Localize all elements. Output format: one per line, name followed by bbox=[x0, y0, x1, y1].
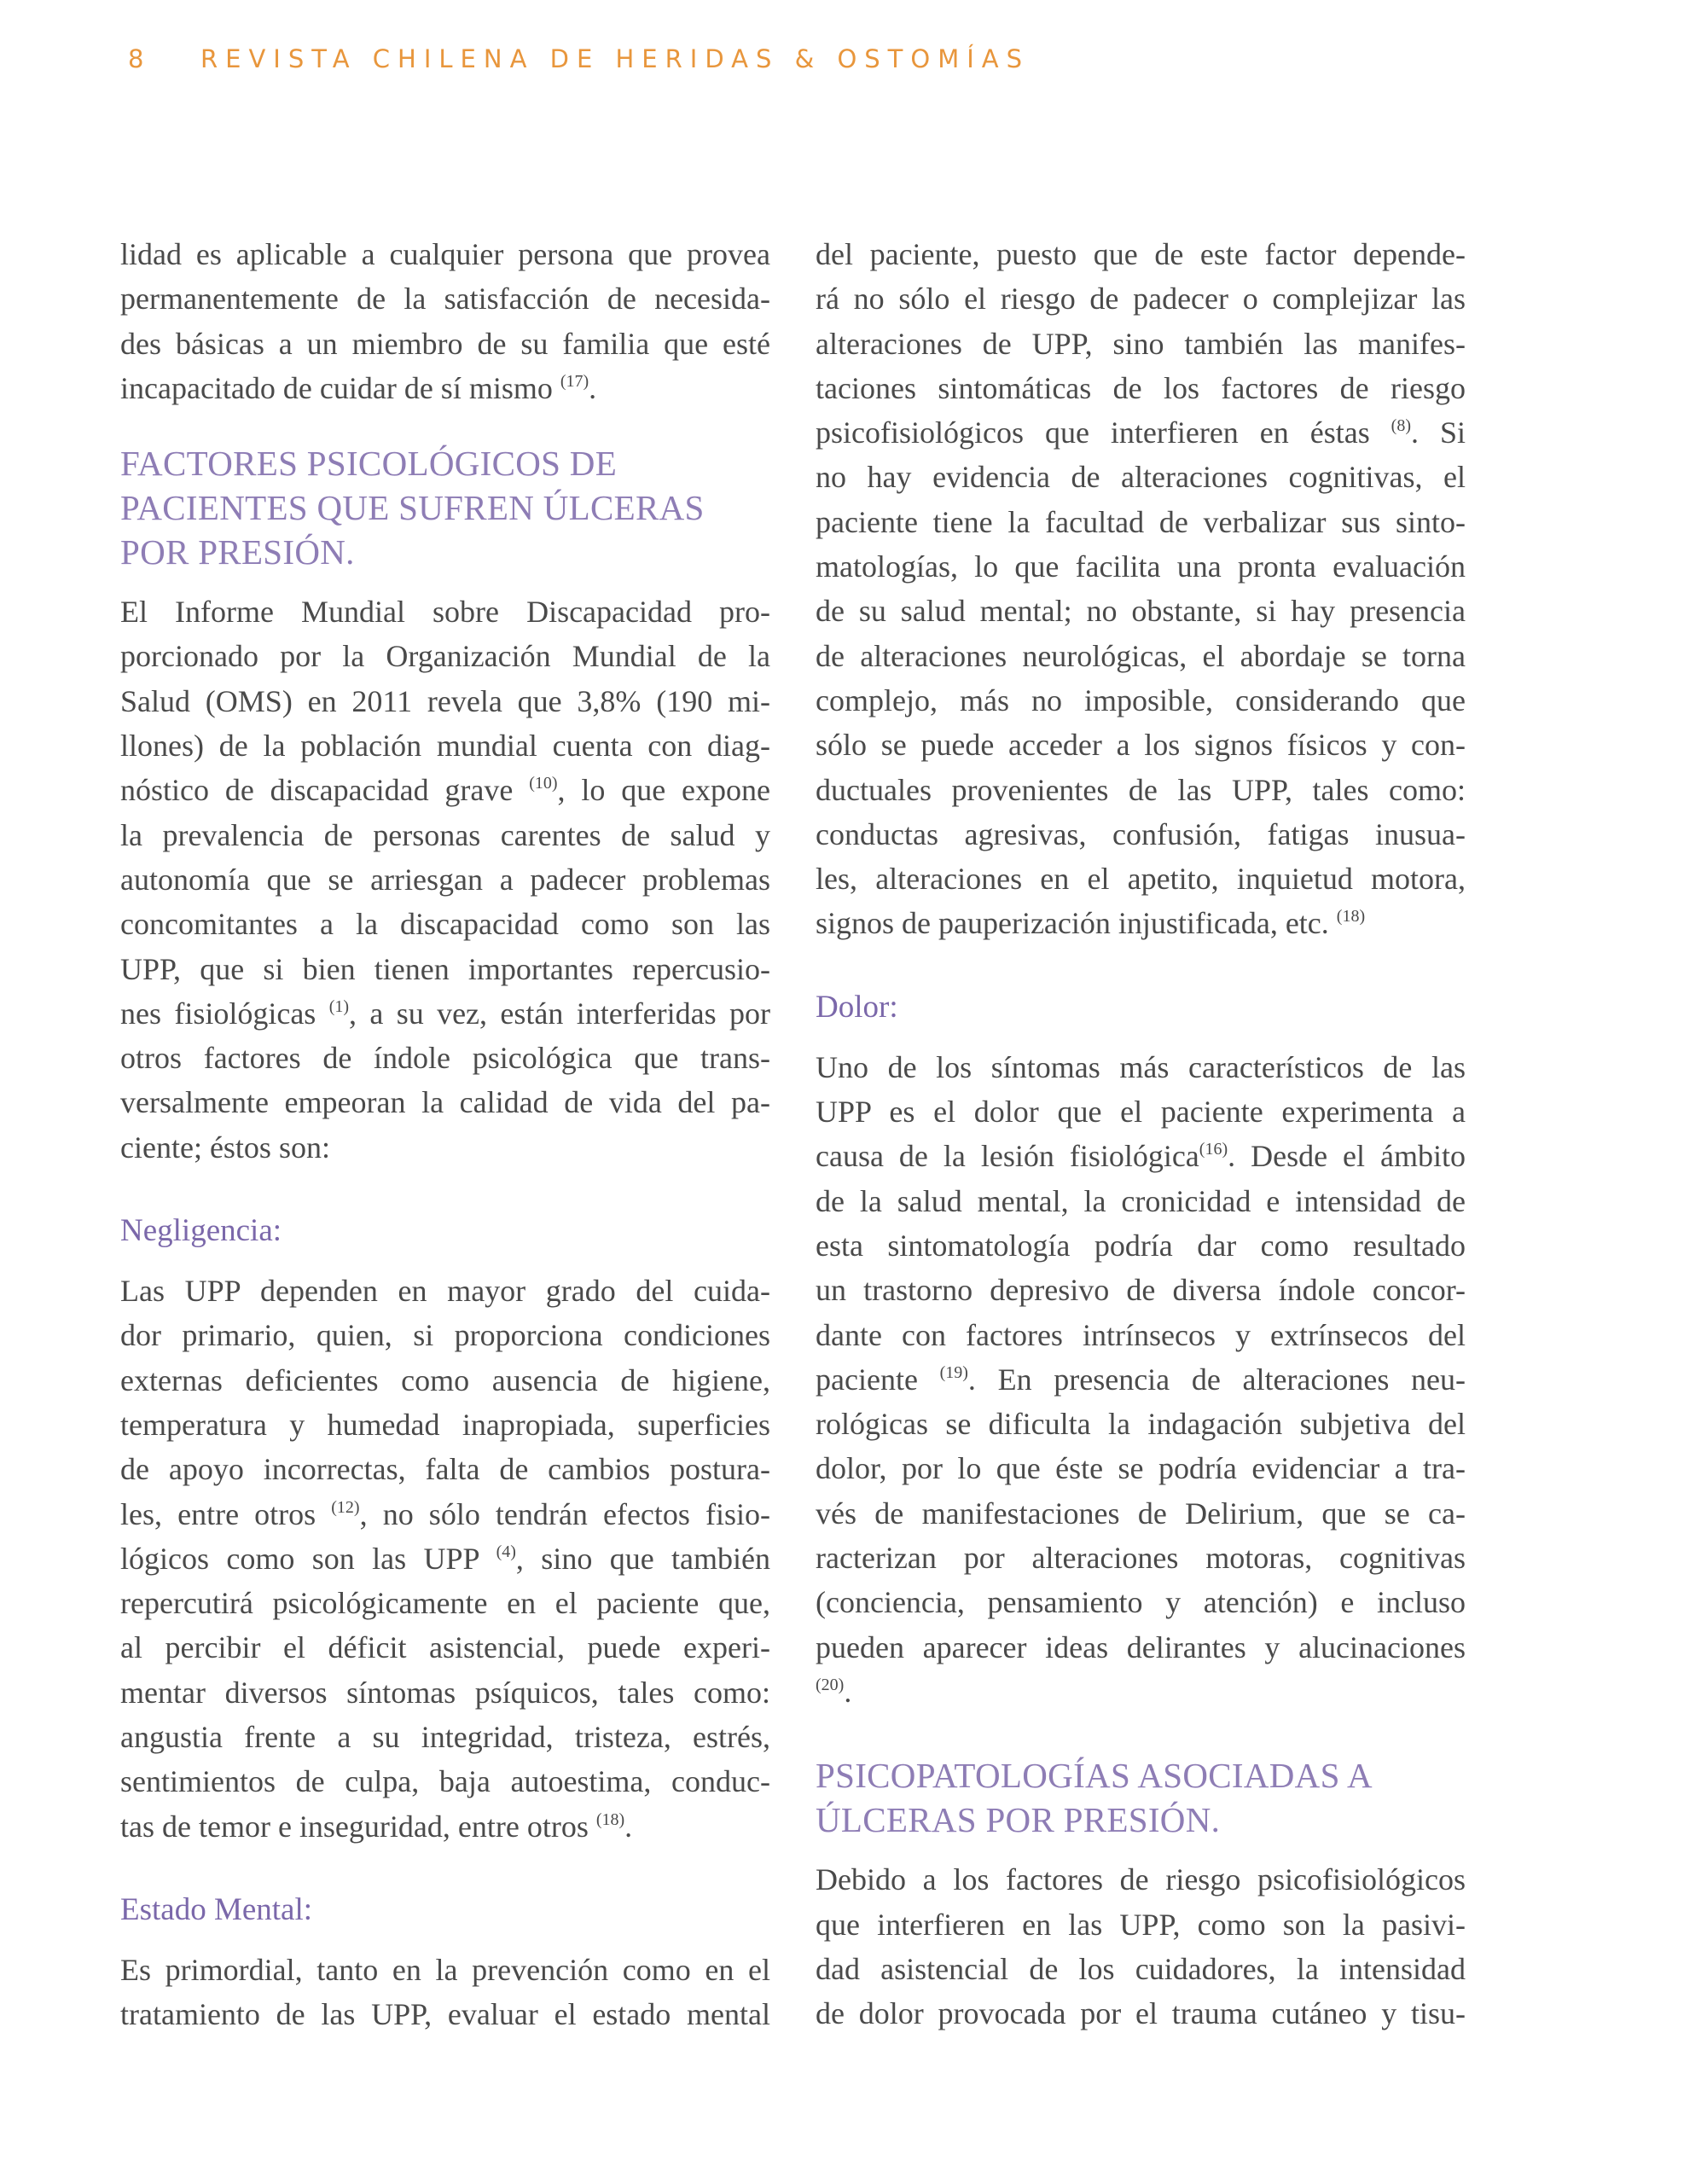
line-text: . Si bbox=[1411, 415, 1466, 450]
line-text: causa de la lesión fisiológica bbox=[816, 1139, 1199, 1174]
line-text: . En presencia de alteraciones neu- bbox=[967, 1362, 1466, 1397]
text-line bbox=[816, 410, 1466, 455]
text-line: Las UPP dependen en mayor grado del cuida- bbox=[120, 1274, 770, 1309]
text-line: versalmente empeoran la calidad de vida del pa- bbox=[120, 1085, 770, 1120]
text-line: Salud (OMS) en 2011 revela que 3,8% (190 mi- bbox=[120, 683, 770, 718]
text-line: permanentemente de la satisfacción de necesida- bbox=[120, 282, 770, 317]
line-text: psicofisiológicos que interfieren en éstas bbox=[816, 415, 1370, 450]
text-line: externas deficientes como ausencia de higiene, bbox=[120, 1362, 770, 1397]
citation-ref: (4) bbox=[496, 1542, 516, 1561]
text-line: angustia frente a su integridad, tristeza, estrés, bbox=[120, 1720, 770, 1755]
psicopatologias-paragraph bbox=[816, 1857, 1466, 2036]
text-line: dolor, por lo que éste se podría evidenciar a tra- bbox=[816, 1451, 1466, 1486]
text-line: de su salud mental; no obstante, si hay presencia bbox=[816, 594, 1466, 629]
text-line: tratamiento de las UPP, evaluar el estado mental bbox=[120, 1997, 770, 2032]
citation-ref: (19) bbox=[939, 1362, 968, 1382]
text-line: de la salud mental, la cronicidad e intensidad de bbox=[816, 1183, 1466, 1218]
text-line bbox=[120, 768, 770, 812]
section-heading-psicopatologias bbox=[816, 1753, 1466, 1842]
citation-ref: (1) bbox=[328, 996, 350, 1016]
text-line: ciente; éstos son: bbox=[120, 1130, 330, 1165]
citation-ref: (8) bbox=[1391, 416, 1411, 436]
line-text: incapacitado de cuidar de sí mismo bbox=[120, 370, 553, 405]
intro-paragraph bbox=[120, 232, 770, 410]
line-text: . Desde el ámbito bbox=[1228, 1139, 1466, 1174]
text-line: autonomía que se arriesgan a padecer problemas bbox=[120, 862, 770, 897]
line-text: , lo que expone bbox=[557, 773, 770, 808]
text-line bbox=[120, 1804, 770, 1849]
text-line: rá no sólo el riesgo de padecer o complejizar las bbox=[816, 282, 1466, 317]
text-line: Uno de los síntomas más característicos de las bbox=[816, 1049, 1466, 1084]
text-line: Es primordial, tanto en la prevención como en el bbox=[120, 1952, 770, 1987]
text-line: no hay evidencia de alteraciones cognitivas, el bbox=[816, 460, 1466, 495]
text-line: vés de manifestaciones de Delirium, que se ca- bbox=[816, 1496, 1466, 1531]
text-line: sentimientos de culpa, baja autoestima, conduc- bbox=[120, 1764, 770, 1799]
text-line: UPP, que si bien tienen importantes repercusio- bbox=[120, 951, 770, 986]
line-text: . bbox=[589, 370, 597, 405]
heading-line: PSICOPATOLOGÍAS ASOCIADAS A bbox=[816, 1756, 1373, 1796]
text-line: de dolor provocada por el trauma cutáneo y tisu- bbox=[816, 1996, 1466, 2031]
text-line: otros factores de índole psicológica que trans- bbox=[120, 1041, 770, 1076]
citation-ref: (10) bbox=[529, 774, 558, 793]
right-column bbox=[816, 232, 1466, 2036]
citation-ref: (18) bbox=[595, 1809, 625, 1829]
dolor-section bbox=[816, 985, 1466, 1714]
subheading-dolor: Dolor: bbox=[816, 989, 898, 1025]
text-line: pueden aparecer ideas delirantes y alucinaciones bbox=[816, 1629, 1466, 1664]
line-text: signos de pauperización injustificada, etc. bbox=[816, 906, 1329, 941]
text-line: lidad es aplicable a cualquier persona que provea bbox=[120, 237, 770, 271]
section-heading-factores bbox=[120, 441, 770, 574]
line-text: les, entre otros bbox=[120, 1496, 316, 1531]
line-text: . bbox=[624, 1809, 633, 1844]
text-line: un trastorno depresivo de diversa índole concor- bbox=[816, 1273, 1466, 1308]
text-line: mentar diversos síntomas psíquicos, tales como: bbox=[120, 1675, 770, 1710]
text-line: llones) de la población mundial cuenta con diag- bbox=[120, 729, 770, 764]
citation-ref: (20) bbox=[816, 1675, 845, 1694]
text-line: concomitantes a la discapacidad como son las bbox=[120, 907, 770, 942]
text-line: les, alteraciones en el apetito, inquietud motora, bbox=[816, 862, 1466, 897]
text-line: al percibir el déficit asistencial, puede experi- bbox=[120, 1630, 770, 1665]
line-text: , a su vez, están interferidas por bbox=[349, 996, 770, 1031]
text-line bbox=[816, 1670, 1466, 1714]
text-line bbox=[816, 901, 1466, 945]
text-line: racterizan por alteraciones motoras, cognitivas bbox=[816, 1541, 1466, 1576]
text-line: temperatura y humedad inapropiada, superficies bbox=[120, 1407, 770, 1442]
journal-title: REVISTA CHILENA DE HERIDAS & OSTOMÍAS bbox=[200, 44, 1031, 73]
heading-line: FACTORES PSICOLÓGICOS DE bbox=[120, 444, 618, 484]
oms-paragraph bbox=[120, 590, 770, 1170]
line-text: lógicos como son las UPP bbox=[120, 1541, 479, 1576]
negligencia-section bbox=[120, 1209, 770, 1849]
line-text: paciente bbox=[816, 1362, 918, 1397]
text-line: dante con factores intrínsecos y extrínsecos del bbox=[816, 1317, 1466, 1352]
citation-ref: (12) bbox=[331, 1497, 360, 1517]
text-line: dad asistencial de los cuidadores, la intensidad bbox=[816, 1951, 1466, 1986]
text-line: taciones sintomáticas de los factores de riesgo bbox=[816, 370, 1466, 405]
text-line bbox=[120, 1536, 770, 1581]
line-text: . bbox=[844, 1674, 852, 1709]
left-column bbox=[120, 232, 770, 2037]
page-number: 8 bbox=[128, 44, 144, 73]
line-text: nóstico de discapacidad grave bbox=[120, 773, 514, 808]
subheading-estado-mental: Estado Mental: bbox=[120, 1891, 313, 1927]
text-line bbox=[120, 366, 770, 410]
text-line: porcionado por la Organización Mundial de la bbox=[120, 639, 770, 674]
text-line: repercutirá psicológicamente en el paciente que, bbox=[120, 1586, 770, 1621]
text-line: ductuales provenientes de las UPP, tales como: bbox=[816, 772, 1466, 807]
text-line: de apoyo incorrectas, falta de cambios postura- bbox=[120, 1452, 770, 1487]
line-text: tas de temor e inseguridad, entre otros bbox=[120, 1809, 589, 1844]
line-text: nes fisiológicas bbox=[120, 996, 316, 1031]
continuation-paragraph bbox=[816, 232, 1466, 946]
text-line: El Informe Mundial sobre Discapacidad pro- bbox=[120, 595, 770, 630]
text-line bbox=[816, 1134, 1466, 1178]
text-line bbox=[120, 1492, 770, 1536]
text-line bbox=[816, 1357, 1466, 1402]
text-line: Debido a los factores de riesgo psicofisiológicos bbox=[816, 1862, 1466, 1897]
text-line bbox=[120, 991, 770, 1036]
subheading-negligencia: Negligencia: bbox=[120, 1213, 282, 1249]
citation-ref: (18) bbox=[1336, 907, 1366, 926]
heading-line: POR PRESIÓN. bbox=[120, 532, 355, 572]
text-line: de alteraciones neurológicas, el abordaje se torna bbox=[816, 638, 1466, 673]
line-text: , sino que también bbox=[515, 1541, 771, 1576]
text-line: la prevalencia de personas carentes de salud y bbox=[120, 817, 770, 852]
text-line: conductas agresivas, confusión, fatigas inusua- bbox=[816, 816, 1466, 851]
running-head bbox=[128, 44, 1030, 73]
heading-line: ÚLCERAS POR PRESIÓN. bbox=[816, 1800, 1221, 1840]
text-line: alteraciones de UPP, sino también las manifes- bbox=[816, 326, 1466, 361]
text-line: des básicas a un miembro de su familia que esté bbox=[120, 326, 770, 361]
line-text: , no sólo tendrán efectos fisio- bbox=[359, 1496, 771, 1531]
text-line: que interfieren en las UPP, como son la pasivi- bbox=[816, 1907, 1466, 1942]
text-line: paciente tiene la facultad de verbalizar sus sinto- bbox=[816, 504, 1466, 539]
text-line: esta sintomatología podría dar como resultado bbox=[816, 1228, 1466, 1263]
text-line: del paciente, puesto que de este factor depende- bbox=[816, 237, 1466, 271]
text-line: sólo se puede acceder a los signos físicos y con- bbox=[816, 728, 1466, 763]
text-line: (conciencia, pensamiento y atención) e incluso bbox=[816, 1585, 1466, 1620]
text-line: matologías, lo que facilita una pronta evaluación bbox=[816, 549, 1466, 584]
citation-ref: (16) bbox=[1199, 1140, 1228, 1159]
text-line: dor primario, quien, si proporciona condiciones bbox=[120, 1318, 770, 1353]
text-line: UPP es el dolor que el paciente experimenta a bbox=[816, 1095, 1466, 1130]
heading-line: PACIENTES QUE SUFREN ÚLCERAS bbox=[120, 488, 705, 528]
text-line: rológicas se dificulta la indagación subjetiva del bbox=[816, 1407, 1466, 1442]
estado-mental-section bbox=[120, 1888, 770, 2037]
text-line: complejo, más no imposible, considerando que bbox=[816, 682, 1466, 717]
citation-ref: (17) bbox=[560, 371, 589, 391]
